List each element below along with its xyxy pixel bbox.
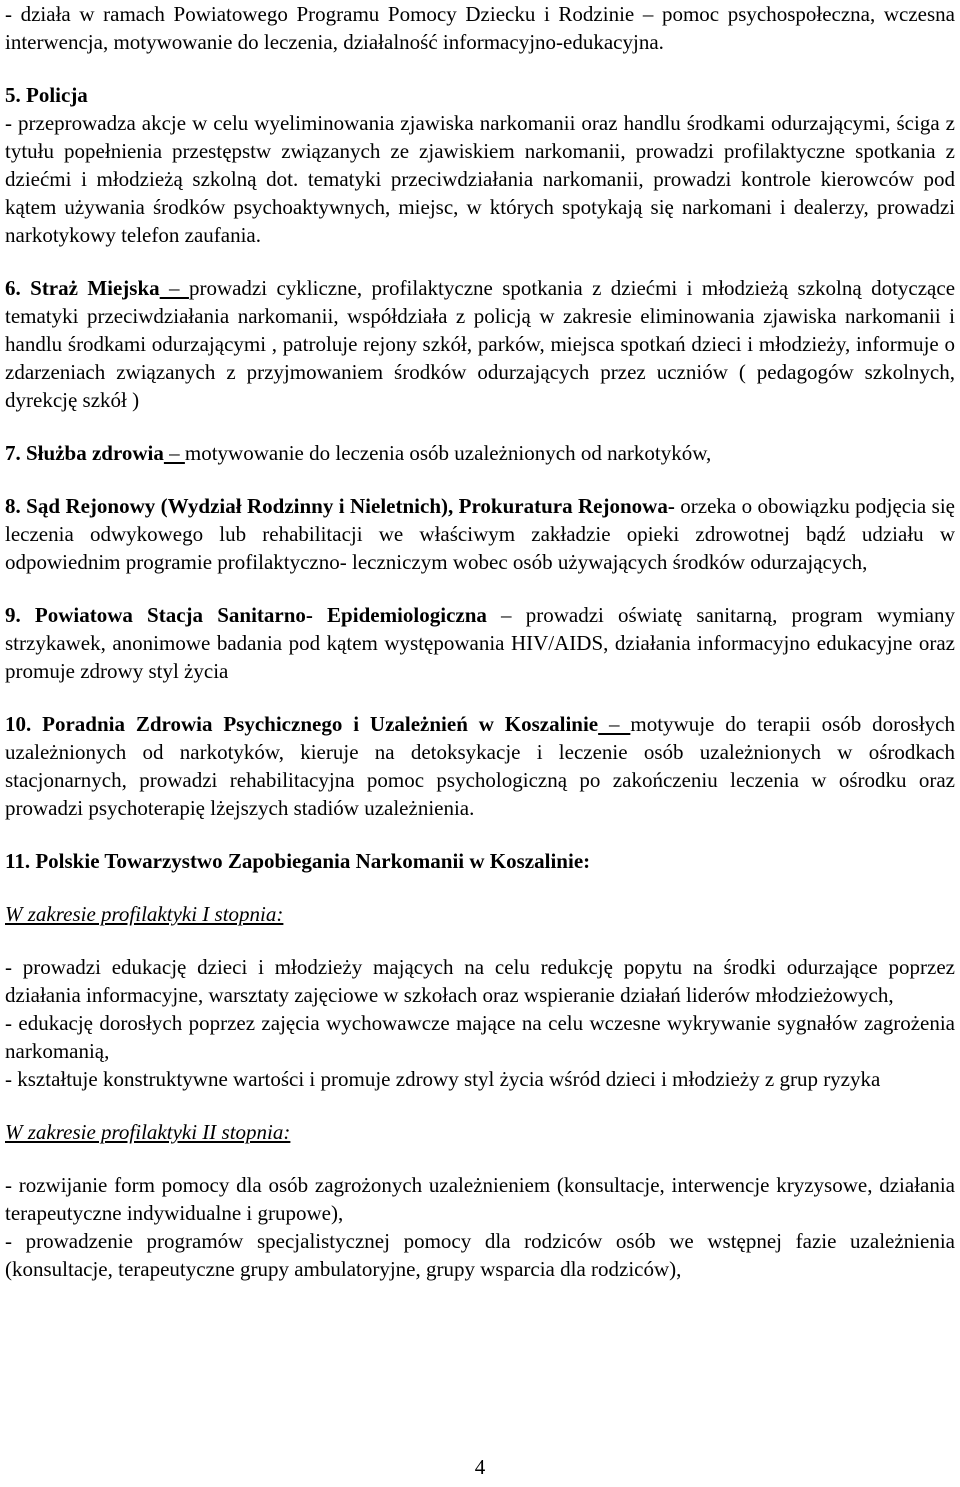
section-dash: – — [163, 441, 185, 465]
prevention-1-heading — [5, 900, 955, 928]
section-heading: 11. Polskie Towarzystwo Zapobiegania Narkomanii w Koszalinie: — [5, 849, 591, 873]
prevention-1-item: - kształtuje konstruktywne wartości i promuje zdrowy styl życia wśród dzieci i młodzieży z grup ryzyka — [5, 1067, 881, 1091]
section-body: – prowadzi oświatę sanitarną, program wymiany strzykawek, anonimowe badania pod kątem występowania HIV/AIDS, działania informacyjno edukacyjne oraz promuje zdrowy styl życia — [5, 603, 955, 683]
section-heading: 9. Powiatowa Stacja Sanitarno- Epidemiologiczna — [5, 603, 487, 627]
section-stacja-sanitarna — [5, 601, 955, 685]
section-straz-miejska — [5, 274, 955, 414]
prevention-2-item: - rozwijanie form pomocy dla osób zagrożonych uzależnieniem (konsultacje, interwencje kryzysowe, działania terapeutyczne indywidualne i grupowe), — [5, 1173, 955, 1225]
section-ptzn — [5, 847, 955, 875]
section-sad-rejonowy — [5, 492, 955, 576]
section-heading: 10. Poradnia Zdrowia Psychicznego i Uzależnień w Koszalinie — [5, 712, 599, 736]
section-dash: – — [598, 712, 631, 736]
section-dash: – — [159, 276, 189, 300]
page-number: 4 — [474, 1455, 486, 1479]
prevention-1-item: - prowadzi edukację dzieci i młodzieży mających na celu redukcję popytu na środki odurzające poprzez działania informacyjne, warsztaty zajęciowe w szkołach oraz wspieranie działań liderów młodzieżowych, — [5, 955, 955, 1007]
section-body: prowadzi cykliczne, profilaktyczne spotkania z dziećmi i młodzieżą szkolną dotyczące tematyki przeciwdziałania narkomanii, współdziała z policją w zakresie eliminowania zjawiska narkomanii i handlu środkami odurzającymi , patroluje rejony szkół, parków, miejsca spotkań dzieci i młodzieży, informuje o zdarzeniach związanych z przyjmowaniem środków odurzających przez uczniów ( pedagogów szkolnych, dyrekcję szkół ) — [5, 276, 956, 412]
section-sluzba-zdrowia — [5, 439, 955, 467]
document-page — [5, 0, 955, 1283]
intro-paragraph: - działa w ramach Powiatowego Programu Pomocy Dziecku i Rodzinie – pomoc psychospołeczna, wczesna interwencja, motywowanie do leczenia, działalność informacyjno-edukacyjna. — [5, 2, 955, 54]
prevention-heading: W zakresie profilaktyki II stopnia: — [5, 1120, 291, 1144]
prevention-1-item: - edukację dorosłych poprzez zajęcia wychowawcze mające na celu wczesne wykrywanie sygnałów zagrożenia narkomanią, — [5, 1011, 955, 1063]
prevention-2-heading — [5, 1118, 955, 1146]
section-body: orzeka o obowiązku podjęcia się leczenia odwykowego lub rehabilitacji we właściwym zakładzie opieki zdrowotnej bądź udziału w odpowiednim programie profilaktyczno- leczniczym wobec osób używających środków odurzających, — [5, 494, 955, 574]
section-poradnia — [5, 710, 955, 822]
section-heading: 8. Sąd Rejonowy (Wydział Rodzinny i Nieletnich), Prokuratura Rejonowa- — [5, 494, 675, 518]
section-heading: 7. Służba zdrowia — [5, 441, 164, 465]
section-heading: 6. Straż Miejska — [5, 276, 160, 300]
section-body: motywowanie do leczenia osób uzależnionych od narkotyków, — [184, 441, 712, 465]
section-body: motywuje do terapii osób dorosłych uzależnionych od narkotyków, kieruje na detoksykacje i leczenie osób uzależnionych w ośrodkach stacjonarnych, prowadzi rehabilitacyjna pomoc psychologiczną po zakończeniu leczenia w ośrodku oraz prowadzi psychoterapię lżejszych stadiów uzależnienia. — [5, 712, 955, 820]
prevention-2-item: - prowadzenie programów specjalistycznej pomocy dla rodziców osób we wstępnej fazie uzależnienia (konsultacje, terapeutyczne grupy ambulatoryjne, grupy wsparcia dla rodziców), — [5, 1229, 955, 1281]
section-heading: 5. Policja — [5, 83, 88, 107]
section-policja — [5, 81, 955, 249]
prevention-heading: W zakresie profilaktyki I stopnia: — [5, 902, 284, 926]
section-body: - przeprowadza akcje w celu wyeliminowania zjawiska narkomanii oraz handlu środkami odurzającymi, ściga z tytułu popełnienia przestępstw związanych ze zjawiskiem narkomanii, prowadzi profilaktyczne spotkania z dziećmi i młodzieżą szkolną dot. tematyki przeciwdziałania narkomanii, prowadzi kontrole kierowców pod kątem używania środków psychoaktywnych, miejsc, w których spotykają się narkomani i dealerzy, prowadzi narkotykowy telefon zaufania. — [5, 111, 955, 247]
